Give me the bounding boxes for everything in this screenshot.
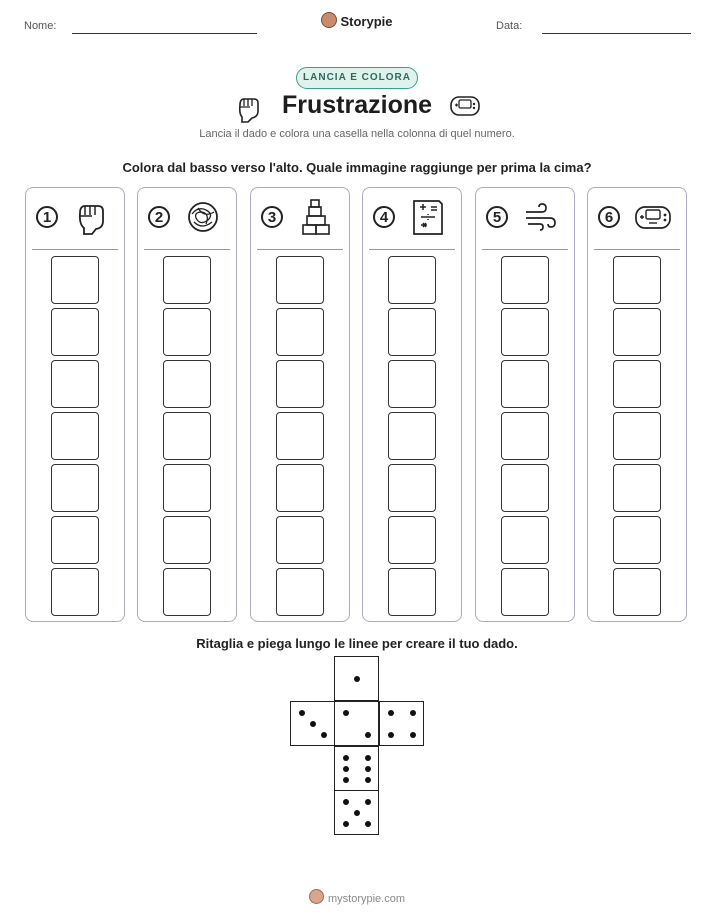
color-cell[interactable] — [613, 464, 661, 512]
die-pip — [343, 755, 349, 761]
die-pip — [354, 810, 360, 816]
bear-logo-icon — [309, 889, 324, 904]
color-cell[interactable] — [51, 360, 99, 408]
column-number: 3 — [261, 206, 283, 228]
color-cell[interactable] — [388, 464, 436, 512]
die-pip — [365, 777, 371, 783]
coloring-instruction: Colora dal basso verso l'alto. Quale immagine raggiunge per prima la cima? — [122, 160, 592, 175]
die-pip — [321, 732, 327, 738]
die-pip — [299, 710, 305, 716]
die-face-4 — [379, 701, 424, 746]
color-cell[interactable] — [501, 516, 549, 564]
color-cell[interactable] — [276, 516, 324, 564]
die-pip — [343, 710, 349, 716]
color-cell[interactable] — [163, 412, 211, 460]
color-cell[interactable] — [613, 308, 661, 356]
die-face-6 — [334, 746, 379, 791]
fist-icon — [72, 198, 110, 236]
color-cell[interactable] — [613, 360, 661, 408]
bear-logo-icon — [321, 12, 337, 28]
color-cell[interactable] — [51, 308, 99, 356]
cut-instruction: Ritaglia e piega lungo le linee per creare il tuo dado. — [196, 636, 518, 651]
die-pip — [343, 766, 349, 772]
column-number: 6 — [598, 206, 620, 228]
block-tower-icon — [297, 198, 335, 236]
die-pip — [343, 821, 349, 827]
die-pip — [365, 732, 371, 738]
name-line — [72, 33, 257, 34]
die-pip — [410, 732, 416, 738]
column-divider — [257, 249, 343, 250]
color-cell[interactable] — [51, 568, 99, 616]
column-divider — [144, 249, 230, 250]
die-face-5 — [334, 790, 379, 835]
column-divider — [32, 249, 118, 250]
die-face-3 — [290, 701, 335, 746]
brand-logo — [0, 12, 714, 29]
color-cell[interactable] — [51, 464, 99, 512]
color-cell[interactable] — [501, 412, 549, 460]
die-pip — [388, 710, 394, 716]
die-pip — [354, 676, 360, 682]
math-worksheet-icon — [409, 198, 447, 236]
color-cell[interactable] — [501, 256, 549, 304]
color-cell[interactable] — [163, 308, 211, 356]
column-3 — [250, 187, 350, 622]
color-cell[interactable] — [276, 308, 324, 356]
color-cell[interactable] — [501, 568, 549, 616]
color-cell[interactable] — [51, 412, 99, 460]
color-cell[interactable] — [501, 360, 549, 408]
color-cell[interactable] — [388, 516, 436, 564]
page-title: Frustrazione — [281, 91, 433, 119]
column-1 — [25, 187, 125, 622]
die-pip — [310, 721, 316, 727]
color-cell[interactable] — [388, 360, 436, 408]
column-divider — [482, 249, 568, 250]
die-pip — [365, 821, 371, 827]
die-face-1 — [334, 656, 379, 701]
column-number: 2 — [148, 206, 170, 228]
die-pip — [365, 755, 371, 761]
color-cell[interactable] — [388, 308, 436, 356]
name-label: Nome: — [24, 20, 57, 32]
die-pip — [365, 799, 371, 805]
column-divider — [369, 249, 455, 250]
color-cell[interactable] — [276, 568, 324, 616]
color-cell[interactable] — [163, 516, 211, 564]
tangled-brain-icon — [184, 198, 222, 236]
color-cell[interactable] — [163, 464, 211, 512]
date-line — [542, 33, 691, 34]
column-divider — [594, 249, 680, 250]
color-cell[interactable] — [388, 256, 436, 304]
color-cell[interactable] — [388, 412, 436, 460]
brand-name: Storypie — [340, 14, 393, 29]
color-cell[interactable] — [276, 412, 324, 460]
color-cell[interactable] — [501, 464, 549, 512]
color-cell[interactable] — [276, 464, 324, 512]
color-cell[interactable] — [388, 568, 436, 616]
die-pip — [343, 777, 349, 783]
color-cell[interactable] — [276, 256, 324, 304]
column-number: 1 — [36, 206, 58, 228]
die-pip — [343, 799, 349, 805]
column-6 — [587, 187, 687, 622]
activity-badge: LANCIA E COLORA — [296, 67, 418, 89]
die-pip — [388, 732, 394, 738]
die-face-2 — [334, 701, 379, 746]
wind-puff-icon — [522, 198, 560, 236]
date-label: Data: — [496, 20, 523, 32]
color-cell[interactable] — [163, 256, 211, 304]
subtitle: Lancia il dado e colora una casella nella colonna di quel numero. — [199, 128, 515, 140]
color-cell[interactable] — [51, 516, 99, 564]
game-controller-icon — [634, 198, 672, 236]
column-2 — [137, 187, 237, 622]
color-cell[interactable] — [613, 516, 661, 564]
color-cell[interactable] — [163, 568, 211, 616]
footer-url: mystorypie.com — [327, 893, 406, 905]
color-cell[interactable] — [163, 360, 211, 408]
color-cell[interactable] — [276, 360, 324, 408]
column-number: 5 — [486, 206, 508, 228]
color-cell[interactable] — [613, 412, 661, 460]
game-controller-icon — [450, 95, 480, 117]
column-number: 4 — [373, 206, 395, 228]
column-4 — [362, 187, 462, 622]
color-cell[interactable] — [51, 256, 99, 304]
color-cell[interactable] — [613, 568, 661, 616]
color-cell[interactable] — [613, 256, 661, 304]
die-pip — [410, 710, 416, 716]
color-cell[interactable] — [501, 308, 549, 356]
footer — [0, 889, 714, 905]
column-5 — [475, 187, 575, 622]
die-pip — [365, 766, 371, 772]
